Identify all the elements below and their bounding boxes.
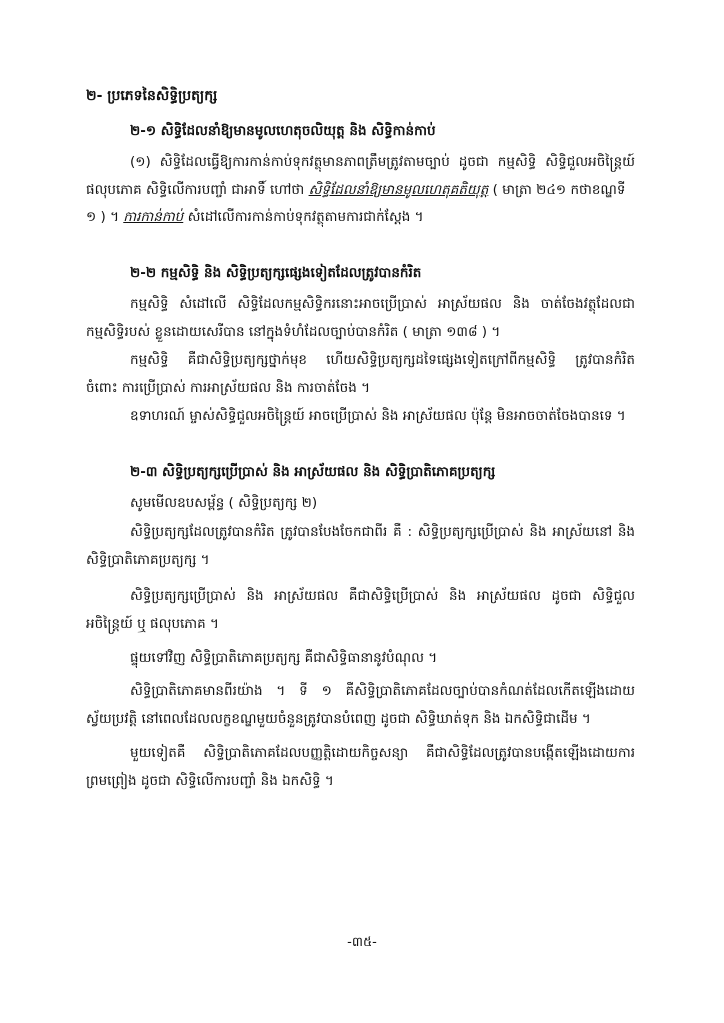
paragraph-line: សិទ្ធិប្រត្យក្សប្រើប្រាស់ និង អាស្រ័យផល គឺជាសិទ្ធិប្រើប្រាស់ និង អាស្រ័យផល ដូចជា សិទ្ធិជួល [130, 588, 635, 604]
text-run: ផលុបភោគ សិទ្ធិលើការបញ្ចាំ ជាអាទិ៍ ហៅថា [86, 182, 305, 198]
paragraph-line: មួយទៀតគឺ សិទ្ធិប្រាតិភោគដែលបញ្ញត្តិដោយកិច្ចសន្យា គឺជាសិទ្ធិដែលត្រូវបានបង្កើតឡើងដោយការ [130, 745, 635, 761]
paragraph-line: កម្មសិទ្ធិរបស់ ខ្លួនដោយសេរីបាន នៅក្នុងទំហំដែលច្បាប់បានកំរិត ( មាត្រា ១៣៨ ) ។ [86, 324, 501, 340]
paragraph-line: អចិន្ត្រៃយ៍ ឬ ផលុបភោគ ។ [86, 616, 219, 632]
paragraph-line [86, 207, 424, 227]
paragraph-line: សិទ្ធិប្រត្យក្សដែលត្រូវបានកំរិត ត្រូវបានបែងចែកជាពីរ គឺ : សិទ្ធិប្រត្យក្សប្រើប្រាស់ និង អាស្រ័យនៅ និង [130, 524, 635, 540]
defined-term: សិទ្ធិដែលនាំឱ្យមានមូលហេតុគតិយុត្ត [308, 182, 489, 198]
paragraph-line: ឧទាហរណ៍ ម្ចាស់សិទ្ធិជួលអចិន្ត្រៃយ៍ អាចប្រើប្រាស់ និង អាស្រ័យផល ប៉ុន្តែ មិនអាចចាត់ចែងបានទេ ។ [130, 408, 626, 424]
text-run: ១ ) ។ [86, 209, 119, 225]
paragraph-line: ស្វ័យប្រវត្តិ នៅពេលដែលលក្ខខណ្ឌមួយចំនួនត្រូវបានបំពេញ ដូចជា សិទ្ធិឃាត់ទុក និង ឯកសិទ្ធិជាដើម ។ [86, 711, 591, 727]
page-number: -៣៥- [347, 935, 377, 950]
text-run: ( មាត្រា ២៤១ កថាខណ្ឌទី [492, 182, 626, 198]
paragraph-line: សិទ្ធិប្រាតិភោគប្រត្យក្ស ។ [86, 552, 210, 568]
paragraph-line: សូមមើលឧបសម្ព័ន្ធ ( សិទ្ធិប្រត្យក្ស ២) [130, 495, 318, 511]
paragraph-line: (១) សិទ្ធិដែលធ្វើឱ្យការកាន់កាប់ទុកវត្ថុមានភាពត្រឹមត្រូវតាមច្បាប់ ដូចជា កម្មសិទ្ធិ សិទ្ធិជួលអចិន្ត្រៃយ៍ [130, 154, 635, 170]
paragraph-line: កម្មសិទ្ធិ សំដៅលើ សិទ្ធិដែលកម្មសិទ្ធិករនោះអាចប្រើប្រាស់ អាស្រ័យផល និង ចាត់ចែងវត្ថុដែលជា [130, 296, 635, 312]
text-run: សំដៅលើការកាន់កាប់ទុកវត្ថុតាមការជាក់ស្តែង ។ [187, 209, 424, 225]
paragraph-line: សិទ្ធិប្រាតិភោគមានពីរយ៉ាង ។ ទី ១ គឺសិទ្ធិប្រាតិភោគដែលច្បាប់បានកំណត់ដែលកើតឡើងដោយ [130, 683, 635, 699]
subsection-heading-2-1: ២-១ សិទ្ធិដែលនាំឱ្យមានមូលហេតុចលិយុត្ត និង សិទ្ធិកាន់កាប់ [130, 123, 436, 139]
paragraph-line: ចំពោះ ការប្រើប្រាស់ ការអាស្រ័យផល និង ការចាត់ចែង ។ [86, 380, 371, 396]
paragraph-line [86, 180, 625, 200]
defined-term: ការកាន់កាប់ [123, 209, 184, 225]
section-title: ២- ប្រភេទនៃសិទ្ធិប្រត្យក្ស [86, 88, 218, 104]
paragraph-line: ព្រមព្រៀង ដូចជា សិទ្ធិលើការបញ្ចាំ និង ឯកសិទ្ធិ ។ [86, 773, 334, 789]
subsection-heading-2-3: ២-៣ សិទ្ធិប្រត្យក្សប្រើប្រាស់ និង អាស្រ័យផល និង សិទ្ធិប្រាតិភោគប្រត្យក្ស [130, 464, 496, 480]
paragraph-line: ផ្ទុយទៅវិញ សិទ្ធិប្រាតិភោគប្រត្យក្ស គឺជាសិទ្ធិធានានូវបំណុល ។ [130, 650, 438, 666]
paragraph-line: កម្មសិទ្ធិ គឺជាសិទ្ធិប្រត្យក្សថ្នាក់មុខ ហើយសិទ្ធិប្រត្យក្សដទៃផ្សេងទៀតក្រៅពីកម្មសិទ្ធិ ត្រូវបានកំរិត [130, 352, 635, 368]
subsection-heading-2-2: ២-២ កម្មសិទ្ធិ និង សិទ្ធិប្រត្យក្សផ្សេងទៀតដែលត្រូវបានកំរិត [130, 265, 422, 281]
